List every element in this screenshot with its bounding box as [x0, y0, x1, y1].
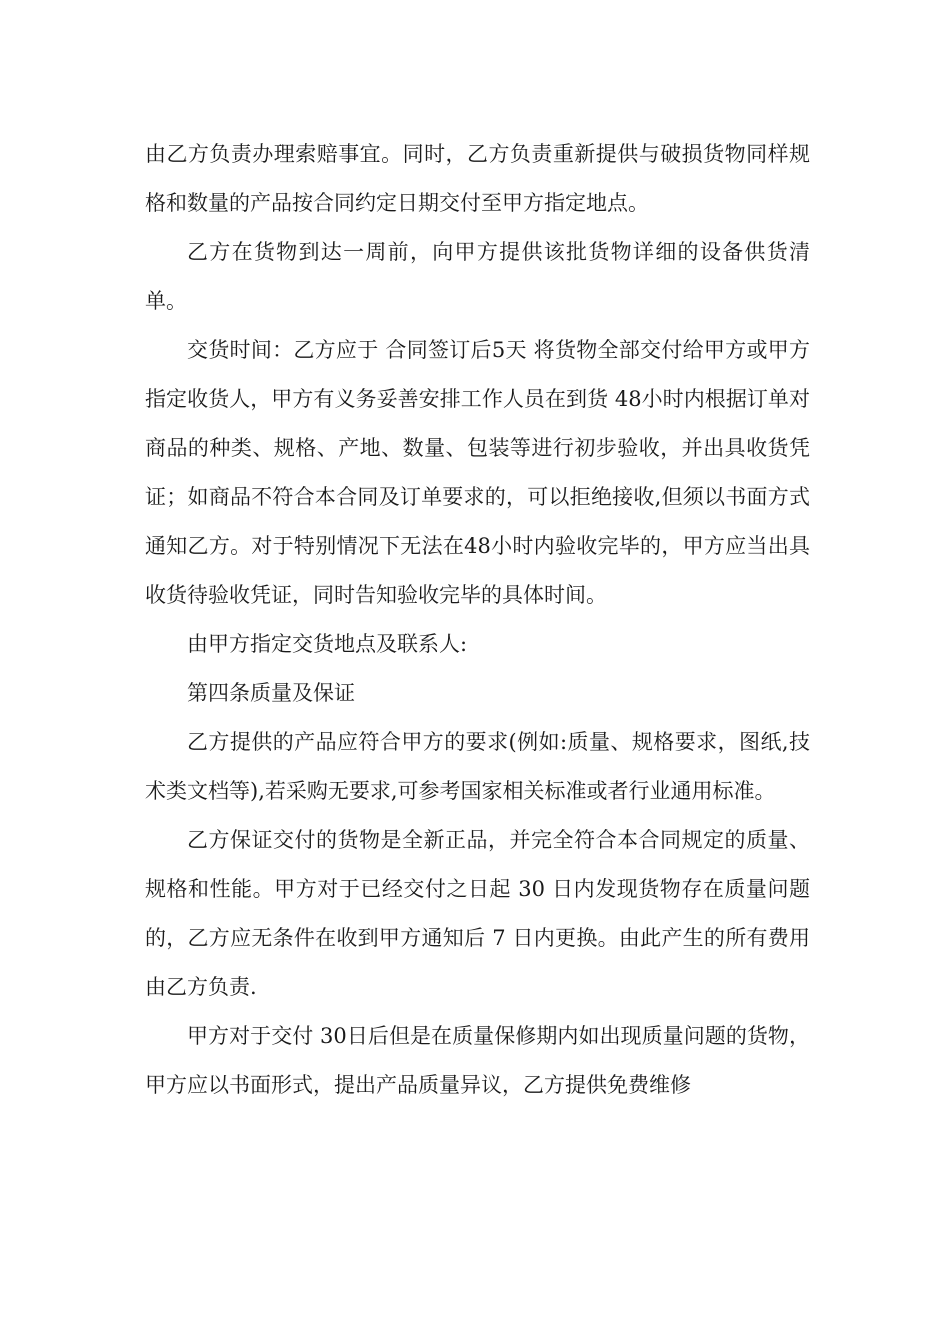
- paragraph-delivery-location: 由甲方指定交货地点及联系人:: [187, 632, 468, 656]
- paragraph-warranty-repair: 甲方对于交付 30日后但是在质量保修期内如出现质量问题的货物，甲方应以书面形式，提出产品质量异议，乙方提供免费维修: [145, 1024, 810, 1097]
- paragraph-supply-list: 乙方在货物到达一周前，向甲方提供该批货物详细的设备供货清单。: [145, 240, 810, 313]
- paragraph-claim-handling: 由乙方负责办理索赔事宜。同时，乙方负责重新提供与破损货物同样规格和数量的产品按合同约定日期交付至甲方指定地点。: [145, 142, 810, 215]
- section-heading-quality: 第四条质量及保证: [187, 681, 355, 705]
- paragraph-product-requirements: 乙方提供的产品应符合甲方的要求(例如:质量、规格要求，图纸,技术类文档等),若采购无要求,可参考国家相关标准或者行业通用标准。: [145, 730, 810, 803]
- paragraph-delivery-time: 交货时间：乙方应于 合同签订后5天 将货物全部交付给甲方或甲方指定收货人，甲方有义务妥善安排工作人员在到货 48小时内根据订单对商品的种类、规格、产地、数量、包装等进行初步验收，并出具收货凭证；如商品不符合本合同及订单要求的，可以拒绝接收,但须以书面方式通知乙方。对于特别情况下无法在48小时内验收完毕的，甲方应当出具收货待验收凭证，同时告知验收完毕的具体时间。: [145, 338, 810, 607]
- document-body: [145, 130, 810, 1110]
- paragraph-quality-guarantee: 乙方保证交付的货物是全新正品，并完全符合本合同规定的质量、规格和性能。甲方对于已经交付之日起 30 日内发现货物存在质量问题的，乙方应无条件在收到甲方通知后 7 日内更换。由此产生的所有费用由乙方负责.: [145, 828, 810, 999]
